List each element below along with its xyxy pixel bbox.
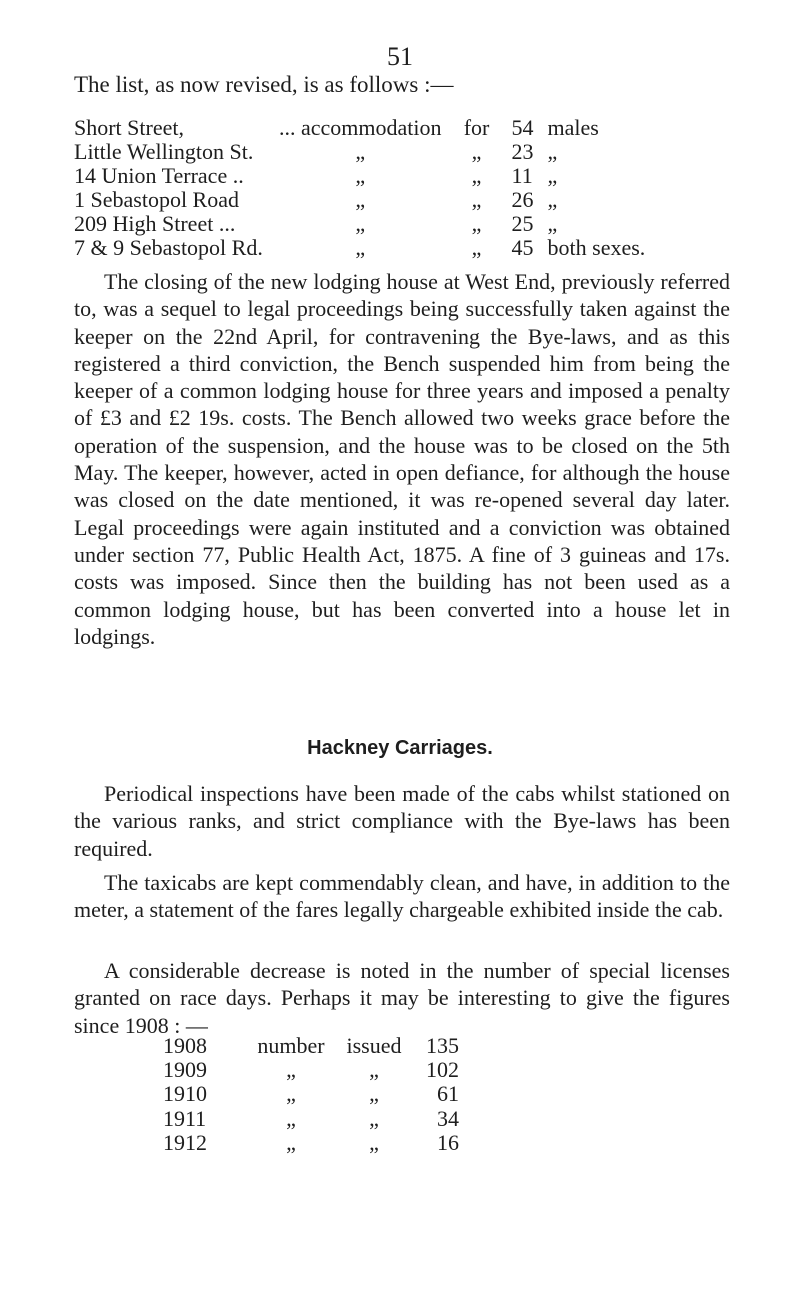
- year-cell: 1910: [163, 1081, 207, 1107]
- table-row: [74, 236, 645, 260]
- table-row: [74, 116, 645, 140]
- inspections-paragraph: Periodical inspections have been made of the cabs whilst stationed on the various ranks, and strict compliance with the Bye-laws has been required.: [74, 781, 730, 861]
- ditto-cell: „: [369, 1105, 379, 1131]
- place-cell: 1 Sebastopol Road: [74, 187, 239, 212]
- count-cell: 61: [437, 1081, 459, 1107]
- ditto-cell: „: [369, 1057, 379, 1083]
- count-cell: 102: [426, 1057, 459, 1083]
- accommodation-table: [74, 116, 645, 260]
- intro-line: The list, as now revised, is as follows :—: [74, 72, 454, 97]
- ditto-cell: „: [471, 187, 482, 212]
- ditto-cell: „: [286, 1105, 296, 1131]
- number-cell: 25: [511, 211, 534, 236]
- sex-cell: males: [547, 115, 599, 140]
- sex-cell: „: [547, 163, 558, 188]
- number-cell: 11: [511, 163, 533, 188]
- ditto-cell: „: [369, 1129, 379, 1155]
- number-cell: 23: [511, 139, 534, 164]
- table-row: [163, 1058, 459, 1082]
- count-cell: 135: [426, 1033, 459, 1058]
- sex-cell: „: [547, 139, 558, 164]
- ditto-cell: „: [286, 1129, 296, 1155]
- ditto-cell: „: [355, 187, 366, 212]
- ditto-cell: for: [463, 115, 490, 140]
- place-cell: Little Wellington St.: [74, 139, 254, 164]
- page-number: 51: [387, 42, 413, 71]
- count-cell: 16: [437, 1129, 459, 1155]
- year-cell: 1908: [163, 1033, 207, 1058]
- place-cell: 14 Union Terrace ..: [74, 163, 244, 188]
- table-row: [74, 188, 645, 212]
- ditto-cell: ... accommodation: [279, 115, 442, 140]
- ditto-cell: „: [355, 235, 366, 260]
- taxicabs-paragraph: The taxicabs are kept commendably clean, and have, in addition to the meter, a statement of the fares legally chargeable exhibited inside the cab.: [74, 870, 730, 923]
- number-cell: 54: [511, 115, 534, 140]
- sex-cell: „: [547, 187, 558, 212]
- place-cell: 209 High Street ...: [74, 211, 236, 236]
- section-heading: Hackney Carriages.: [307, 737, 493, 759]
- table-row: [74, 164, 645, 188]
- table-row: [163, 1107, 459, 1131]
- place-cell: Short Street,: [74, 115, 184, 140]
- ditto-cell: „: [471, 139, 482, 164]
- sex-cell: both sexes.: [547, 235, 646, 260]
- licenses-paragraph: A considerable decrease is noted in the number of special licenses granted on race days. Perhaps it may be interesting to give the figures since 1908 : —: [74, 958, 730, 1038]
- ditto-cell: „: [286, 1057, 296, 1083]
- ditto-cell: „: [355, 163, 366, 188]
- table-row: [74, 140, 645, 164]
- ditto-cell: „: [471, 235, 482, 260]
- place-cell: 7 & 9 Sebastopol Rd.: [74, 235, 263, 260]
- table-row: [74, 212, 645, 236]
- sex-cell: „: [547, 211, 558, 236]
- count-cell: 34: [437, 1105, 459, 1131]
- ditto-cell: „: [355, 211, 366, 236]
- ditto-cell: „: [471, 211, 482, 236]
- year-cell: 1912: [163, 1129, 207, 1155]
- table-row: [163, 1131, 459, 1155]
- ditto-cell: issued: [346, 1033, 402, 1058]
- number-cell: 26: [511, 187, 534, 212]
- lodging-house-paragraph: The closing of the new lodging house at West End, previously referred to, was a sequel to legal proceedings being successfully taken against the keeper on the 22nd April, for contravening the Bye-laws, and as this registered a third conviction, the Bench suspended him from being the keeper of a common lodging house for three years and imposed a penalty of £3 and £2 19s. costs. The Bench allowed two weeks grace before the operation of the suspension, and the house was to be closed on the 5th May. The keeper, however, acted in open defiance, for although the house was closed on the date mentioned, it was re-opened several day later. Legal proceedings were again instituted and a conviction was obtained under section 77, Public Health Act, 1875. A fine of 3 guineas and 17s. costs was imposed. Since then the building has not been used as a common lodging house, but has been converted into a house let in lodgings.: [74, 269, 730, 649]
- year-cell: 1911: [163, 1105, 207, 1131]
- ditto-cell: „: [355, 139, 366, 164]
- ditto-cell: „: [471, 163, 482, 188]
- ditto-cell: number: [257, 1033, 325, 1058]
- ditto-cell: „: [286, 1081, 296, 1107]
- number-cell: 45: [511, 235, 534, 260]
- ditto-cell: „: [369, 1081, 379, 1107]
- licenses-table: [163, 1034, 459, 1155]
- year-cell: 1909: [163, 1057, 207, 1083]
- table-row: [163, 1082, 459, 1106]
- table-row: [163, 1034, 459, 1058]
